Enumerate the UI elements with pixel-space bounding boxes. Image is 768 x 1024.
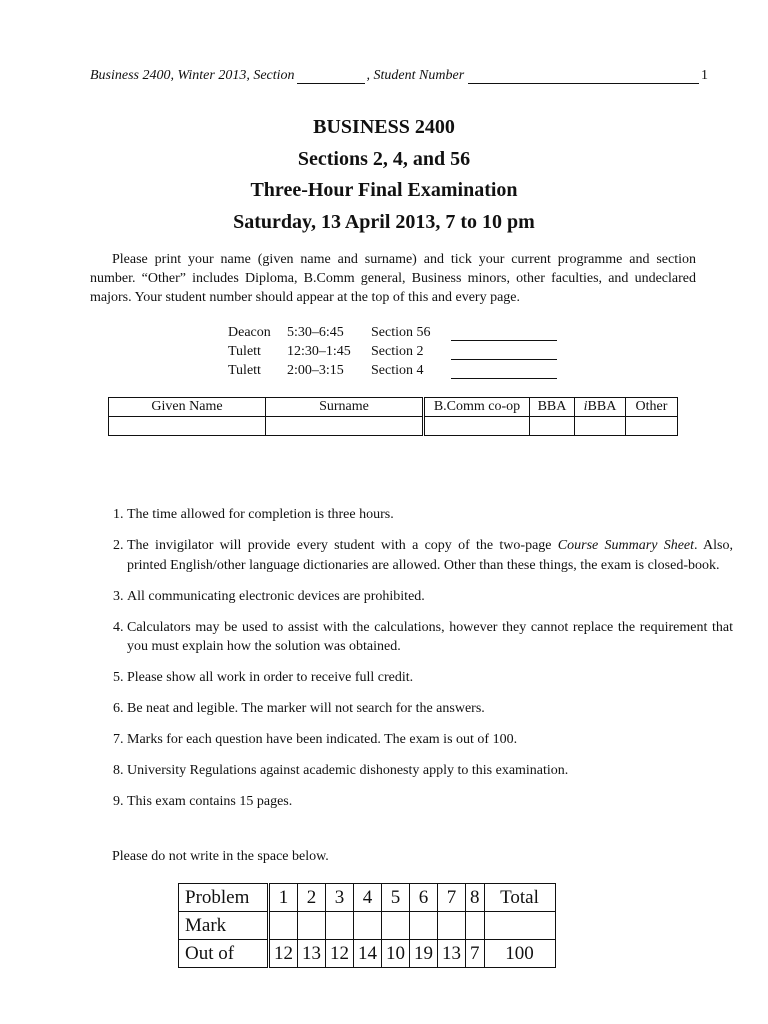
exam-rules-list: [90, 505, 733, 823]
mark-cell[interactable]: [410, 912, 438, 940]
outof-value: 13: [298, 940, 326, 968]
other-header: Other: [626, 398, 678, 417]
outof-value: 14: [354, 940, 382, 968]
session-section: Section 56: [371, 325, 431, 340]
page-header: [90, 68, 708, 84]
mark-label: Mark: [179, 912, 269, 940]
ibba-header: [575, 398, 626, 417]
bba-header: BBA: [530, 398, 575, 417]
rule-item: 9. This exam contains 15 pages.: [127, 792, 733, 812]
rule-item: 7. Marks for each question have been indicated. The exam is out of 100.: [127, 730, 733, 750]
problem-number: 3: [326, 884, 354, 912]
rule-item: 6. Be neat and legible. The marker will not search for the answers.: [127, 699, 733, 719]
ibba-cell[interactable]: [575, 417, 626, 436]
rule-item: [127, 536, 733, 575]
session-location: Tulett: [228, 363, 261, 378]
title-course: BUSINESS 2400: [313, 116, 455, 138]
info-header-row: [109, 398, 678, 417]
rule-item: 3. All communicating electronic devices are prohibited.: [127, 587, 733, 607]
other-cell[interactable]: [626, 417, 678, 436]
outof-total: 100: [484, 940, 555, 968]
session-list: [228, 322, 557, 379]
mark-cell[interactable]: [354, 912, 382, 940]
problem-number: 6: [410, 884, 438, 912]
exam-title: [0, 112, 768, 238]
session-time: 2:00–3:15: [287, 363, 344, 378]
session-section: Section 4: [371, 363, 424, 378]
mark-cell[interactable]: [466, 912, 485, 940]
marks-outof-row: [179, 940, 556, 968]
outof-value: 10: [382, 940, 410, 968]
outof-value: 13: [438, 940, 466, 968]
page-number: 1: [701, 68, 708, 83]
rule-item: 4. Calculators may be used to assist with the calculations, however they cannot replace the requirement that you must explain how the solution was obtained.: [127, 618, 733, 657]
rule-text: . Also, printed English/other language dictionaries are allowed. Other than these things, the exam is closed-book.: [127, 538, 733, 573]
ibba-prefix: i: [583, 399, 588, 414]
problem-number: 7: [438, 884, 466, 912]
session-tick-blank[interactable]: [451, 328, 557, 341]
session-time: 5:30–6:45: [287, 325, 344, 340]
student-number-blank[interactable]: [468, 69, 699, 84]
problem-number: 5: [382, 884, 410, 912]
bcomm-header: B.Comm co-op: [424, 398, 530, 417]
mark-cell[interactable]: [298, 912, 326, 940]
session-location: Deacon: [228, 325, 271, 340]
problem-number: 2: [298, 884, 326, 912]
mark-cell[interactable]: [382, 912, 410, 940]
rule-item: 1. The time allowed for completion is three hours.: [127, 505, 733, 525]
marks-problem-row: [179, 884, 556, 912]
problem-number: 1: [269, 884, 298, 912]
title-date: Saturday, 13 April 2013, 7 to 10 pm: [233, 210, 535, 233]
given-name-cell[interactable]: [109, 417, 266, 436]
mark-cell[interactable]: [438, 912, 466, 940]
session-tick-blank[interactable]: [451, 366, 557, 379]
bcomm-cell[interactable]: [424, 417, 530, 436]
rule-item: 8. University Regulations against academic dishonesty apply to this examination.: [127, 761, 733, 781]
problem-number: 4: [354, 884, 382, 912]
rule-item: 5. Please show all work in order to receive full credit.: [127, 668, 733, 688]
ibba-suffix: BBA: [587, 399, 617, 414]
surname-header: Surname: [266, 398, 424, 417]
session-row: [228, 322, 557, 341]
outof-value: 7: [466, 940, 485, 968]
header-course-label: Business 2400, Winter 2013, Section: [90, 68, 295, 83]
mark-cell[interactable]: [326, 912, 354, 940]
session-row: [228, 360, 557, 379]
student-info-table: [108, 397, 678, 436]
total-mark-cell[interactable]: [484, 912, 555, 940]
student-number-label: , Student Number: [366, 68, 465, 83]
session-tick-blank[interactable]: [451, 347, 557, 360]
outof-value: 19: [410, 940, 438, 968]
session-section: Section 2: [371, 344, 424, 359]
session-row: [228, 341, 557, 360]
surname-cell[interactable]: [266, 417, 424, 436]
title-sections: Sections 2, 4, and 56: [297, 147, 471, 170]
given-name-header: Given Name: [109, 398, 266, 417]
section-blank[interactable]: [297, 69, 365, 84]
marks-mark-row: [179, 912, 556, 940]
rule-emphasis: Course Summary Sheet: [557, 538, 695, 553]
title-exam-type: Three-Hour Final Examination: [250, 179, 518, 201]
mark-cell[interactable]: [269, 912, 298, 940]
session-time: 12:30–1:45: [287, 344, 351, 359]
rule-text: The invigilator will provide every student with a copy of the two-page: [127, 538, 558, 553]
intro-paragraph: Please print your name (given name and surname) and tick your current programme and section number. “Other” includes Diploma, B.Comm general, Business minors, other faculties, and undeclared majors. Your student number should appear at the top of this and every page.: [90, 252, 696, 305]
problem-number: 8: [466, 884, 485, 912]
session-location: Tulett: [228, 344, 261, 359]
marker-note: Please do not write in the space below.: [112, 849, 329, 864]
outof-value: 12: [326, 940, 354, 968]
problem-label: Problem: [179, 884, 269, 912]
marks-table: [178, 883, 556, 968]
info-entry-row: [109, 417, 678, 436]
total-label: Total: [484, 884, 555, 912]
outof-value: 12: [269, 940, 298, 968]
outof-label: Out of: [179, 940, 269, 968]
bba-cell[interactable]: [530, 417, 575, 436]
